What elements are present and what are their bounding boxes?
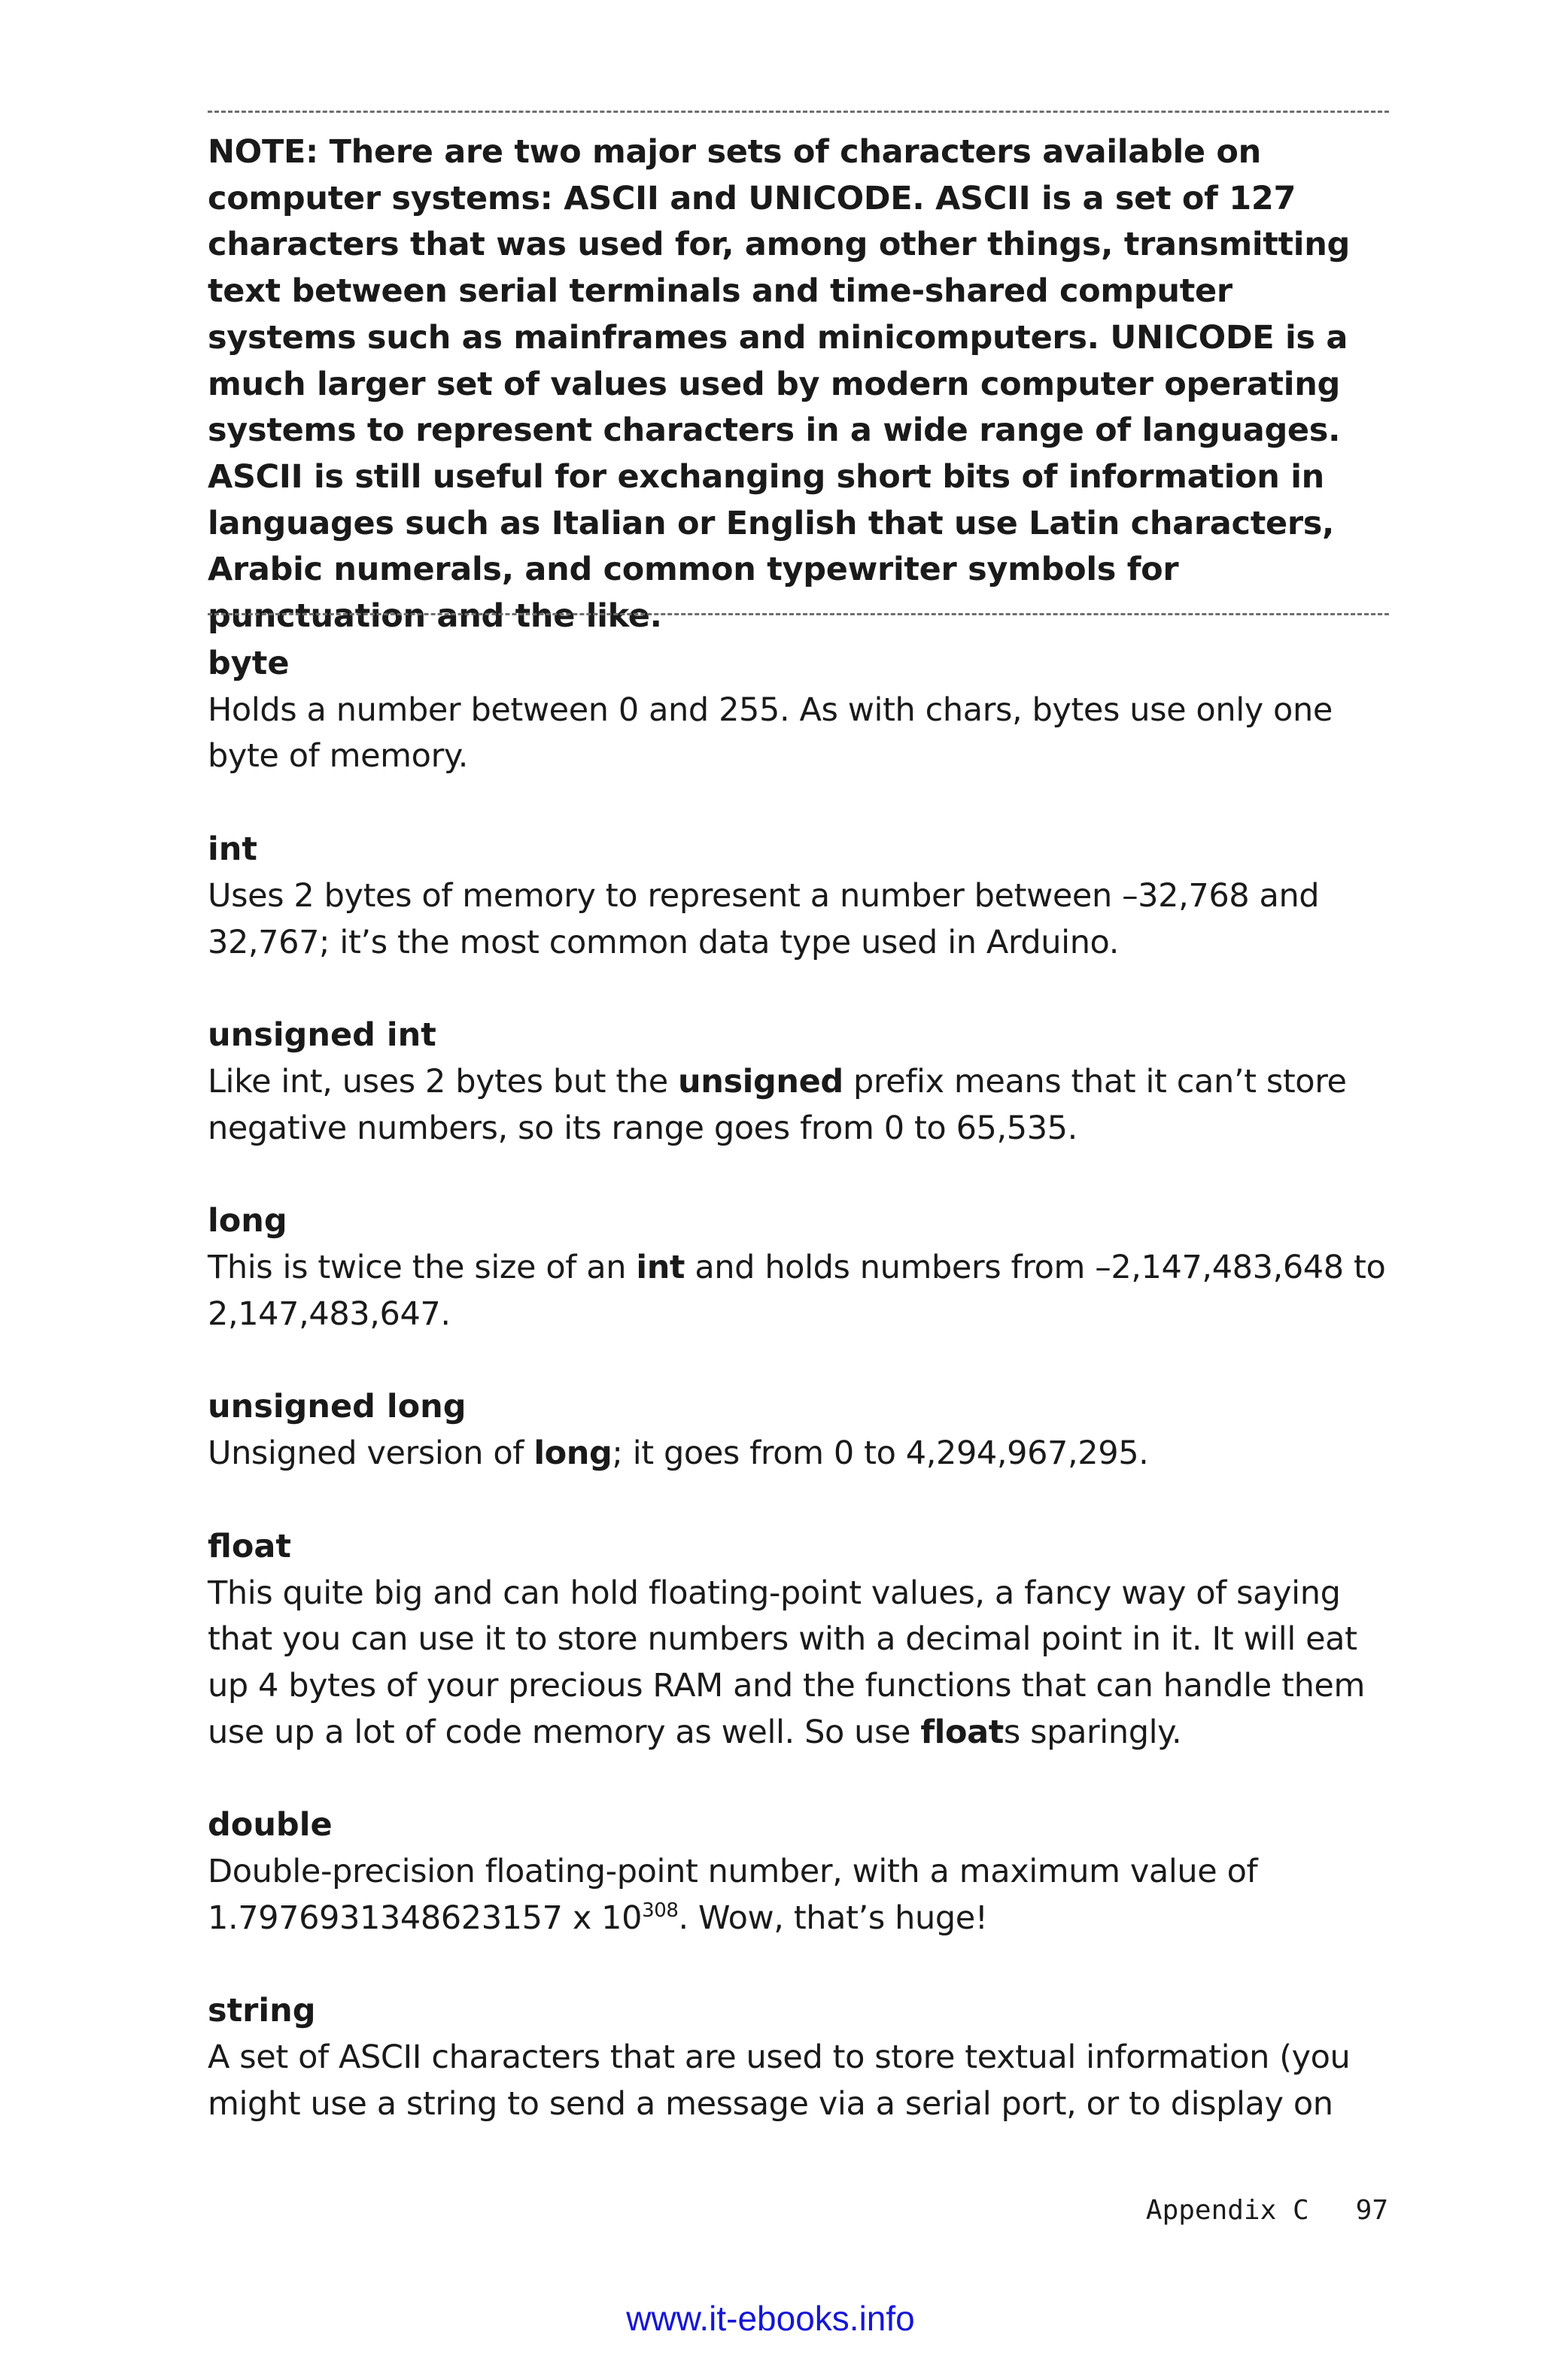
note-top-divider bbox=[208, 111, 1389, 113]
definition-string bbox=[208, 1988, 1391, 2127]
description-text: prefix means that it can’t store negative numbers, so its range goes from 0 to 65,535. bbox=[208, 1062, 1347, 1147]
page-footer bbox=[1146, 2195, 1388, 2226]
definition-term: unsigned int bbox=[208, 1016, 436, 1055]
definition-description bbox=[208, 1849, 1391, 1941]
note-bottom-divider bbox=[208, 613, 1389, 615]
definition-double bbox=[208, 1802, 1391, 1941]
bold-keyword: long bbox=[533, 1434, 612, 1473]
definition-term: unsigned long bbox=[208, 1388, 467, 1426]
definition-term: long bbox=[208, 1202, 287, 1240]
definition-term: double bbox=[208, 1806, 333, 1844]
note-box-text: NOTE: There are two major sets of characters available on computer systems: ASCII and UNICODE. ASCII is a set of 127 characters that was used for, among other things, transmitting text between serial terminals and time-shared computer systems such as mainframes and minicomputers. UNICODE is a much larger set of values used by modern computer operating systems to represent characters in a wide range of languages. ASCII is still useful for exchanging short bits of information in languages such as Italian or English that use Latin characters, Arabic numerals, and common typewriter symbols for punctuation and the like. bbox=[208, 133, 1351, 636]
definition-long bbox=[208, 1198, 1391, 1337]
description-text: . Wow, that’s huge! bbox=[678, 1899, 988, 1937]
description-text: and holds numbers from –2,147,483,648 to 2,147,483,647. bbox=[208, 1249, 1386, 1333]
description-text: Double-precision floating-point number, with a maximum value of 1.7976931348623157 x 10 bbox=[208, 1853, 1258, 1937]
definition-term: float bbox=[208, 1527, 291, 1565]
definition-float bbox=[208, 1524, 1391, 1756]
definition-description bbox=[208, 688, 1391, 780]
description-text: This is twice the size of an bbox=[208, 1249, 637, 1287]
definition-description bbox=[208, 1571, 1391, 1756]
description-text: ; it goes from 0 to 4,294,967,295. bbox=[612, 1434, 1149, 1473]
description-text: Holds a number between 0 and 255. As with chars, bytes use only one byte of memory. bbox=[208, 691, 1333, 776]
description-text: Unsigned version of bbox=[208, 1434, 534, 1473]
definition-term: string bbox=[208, 1992, 316, 2030]
watermark-link[interactable]: www.it-ebooks.info bbox=[626, 2299, 915, 2338]
bold-keyword: unsigned bbox=[678, 1062, 843, 1100]
superscript-exponent: 308 bbox=[642, 1899, 679, 1922]
description-text: Like int, uses 2 bytes but the bbox=[208, 1062, 679, 1100]
description-text: A set of ASCII characters that are used to store textual information (you might use a string to send a message via a serial port, or to display on bbox=[208, 2038, 1351, 2123]
description-text: Uses 2 bytes of memory to represent a number between –32,768 and 32,767; it’s the most common data type used in Arduino. bbox=[208, 876, 1320, 961]
definition-term: int bbox=[208, 830, 257, 869]
definition-int bbox=[208, 827, 1391, 966]
definition-term: byte bbox=[208, 645, 290, 682]
definition-byte bbox=[208, 641, 1391, 780]
description-text: This quite big and can hold floating-point values, a fancy way of saying that you can use it to store numbers with a decimal point in it. It will eat up 4 bytes of your precious RAM and the functions that can handle them use up a lot of code memory as well. So use bbox=[208, 1574, 1365, 1751]
definition-description bbox=[208, 1245, 1391, 1337]
footer-section: Appendix C bbox=[1145, 2195, 1309, 2226]
bold-keyword: float bbox=[920, 1713, 1004, 1751]
definition-description bbox=[208, 2035, 1391, 2127]
definition-description bbox=[208, 1431, 1391, 1477]
footer-page-number: 97 bbox=[1355, 2195, 1388, 2226]
bold-keyword: int bbox=[636, 1249, 685, 1287]
definition-unsigned-long bbox=[208, 1384, 1391, 1477]
data-type-definitions bbox=[208, 641, 1391, 2175]
definition-description bbox=[208, 873, 1391, 966]
definition-unsigned-int bbox=[208, 1012, 1391, 1152]
description-text: s sparingly. bbox=[1003, 1713, 1182, 1751]
definition-description bbox=[208, 1059, 1391, 1152]
